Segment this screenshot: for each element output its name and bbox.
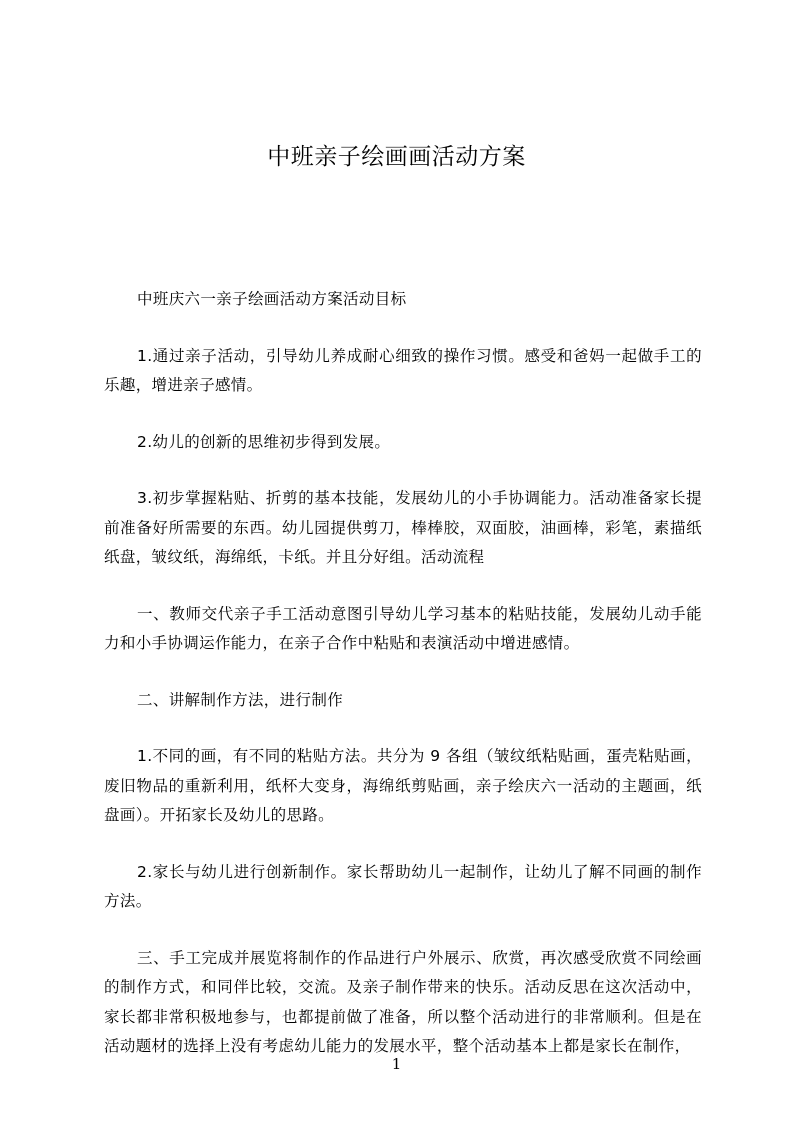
page-number: 1 — [391, 1055, 402, 1073]
paragraph-goal-3: 3.初步掌握粘贴、折剪的基本技能，发展幼儿的小手协调能力。活动准备家长提前准备好所需要的东西。幼儿园提供剪刀，棒棒胶，双面胶，油画棒，彩笔，素描纸纸盘，皱纹纸，海绵纸，卡纸。并且分好组。活动流程 — [104, 489, 702, 566]
paragraph-step-3: 三、手工完成并展览将制作的作品进行户外展示、欣赏，再次感受欣赏不同绘画的制作方式，和同伴比较，交流。及亲子制作带来的快乐。活动反思在这次活动中，家长都非常积极地参与，也都提前做了准备，所以整个活动进行的非常顺利。但是在活动题材的选择上没有考虑幼儿能力的发展水平，整个活动基本上都是家长在制作， — [104, 948, 702, 1055]
paragraph-step-1: 一、教师交代亲子手工活动意图引导幼儿学习基本的粘贴技能，发展幼儿动手能力和小手协调运作能力，在亲子合作中粘贴和表演活动中增进感情。 — [104, 604, 702, 652]
paragraph-goal-2: 2.幼儿的创新的思维初步得到发展。 — [137, 432, 391, 451]
document-body — [104, 285, 702, 1089]
paragraph-step-2-1: 1.不同的画，有不同的粘贴方法。共分为 9 各组（皱纹纸粘贴画，蛋壳粘贴画，废旧物品的重新利用，纸杯大变身，海绵纸剪贴画，亲子绘庆六一活动的主题画，纸盘画）。开拓家长及幼儿的思路。 — [104, 747, 702, 824]
section-heading-goals: 中班庆六一亲子绘画活动方案活动目标 — [137, 290, 407, 308]
paragraph-goal-1: 1.通过亲子活动，引导幼儿养成耐心细致的操作习惯。感受和爸妈一起做手工的乐趣，增进亲子感情。 — [104, 346, 702, 394]
document-title: 中班亲子绘画画活动方案 — [267, 144, 526, 170]
paragraph-step-2-2: 2.家长与幼儿进行创新制作。家长帮助幼儿一起制作，让幼儿了解不同画的制作方法。 — [104, 862, 702, 910]
section-heading-step-2: 二、讲解制作方法，进行制作 — [137, 690, 344, 709]
